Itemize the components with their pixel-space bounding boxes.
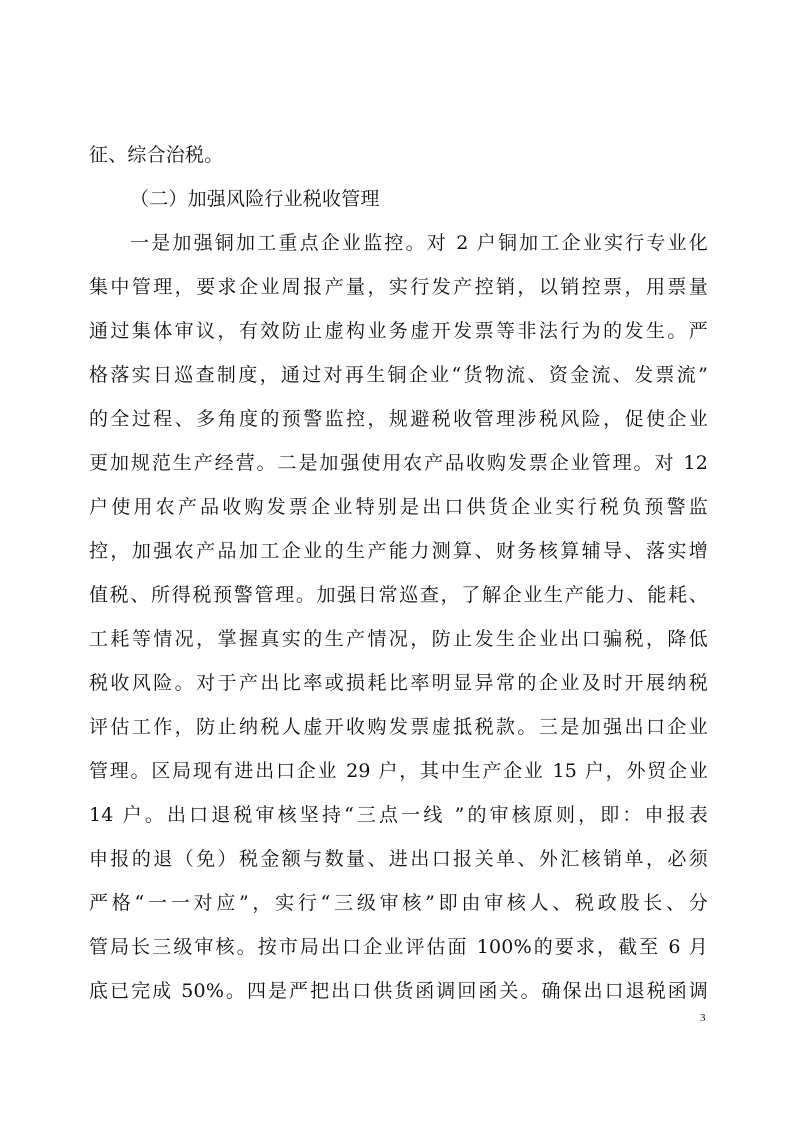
- page-number: 3: [700, 1012, 706, 1024]
- paragraph-line-13: 评估工作，防止纳税人虚开收购发票虚抵税款。三是加强出口企业: [89, 716, 708, 738]
- paragraph-line-14: 管理。区局现有进出口企业 29 户，其中生产企业 15 户，外贸企业: [89, 760, 708, 782]
- paragraph-line-3: 集中管理，要求企业周报产量，实行发产控销，以销控票，用票量: [89, 276, 708, 298]
- paragraph-line-2: 一是加强铜加工重点企业监控。对 2 户铜加工企业实行专业化: [130, 232, 708, 254]
- paragraph-line-16: 申报的退（免）税金额与数量、进出口报关单、外汇核销单，必须: [89, 848, 708, 870]
- paragraph-line-18: 管局长三级审核。按市局出口企业评估面 100%的要求，截至 6 月: [89, 936, 708, 958]
- section-heading: （二）加强风险行业税收管理: [130, 188, 380, 210]
- paragraph-line-17: 严格“一一对应”，实行“三级审核”即由审核人、税政股长、分: [89, 892, 708, 914]
- paragraph-line-4: 通过集体审议，有效防止虚构业务虚开发票等非法行为的发生。严: [89, 320, 708, 342]
- paragraph-line-9: 控，加强农产品加工企业的生产能力测算、财务核算辅导、落实增: [89, 540, 708, 562]
- paragraph-line-10: 值税、所得税预警管理。加强日常巡查，了解企业生产能力、能耗、: [89, 584, 708, 606]
- paragraph-line-8: 户使用农产品收购发票企业特别是出口供货企业实行税负预警监: [89, 496, 708, 518]
- paragraph-line-15: 14 户。出口退税审核坚持“三点一线 ”的审核原则，即：申报表: [89, 804, 708, 826]
- paragraph-line-5: 格落实日巡查制度，通过对再生铜企业“货物流、资金流、发票流”: [89, 364, 708, 386]
- paragraph-line-11: 工耗等情况，掌握真实的生产情况，防止发生企业出口骗税，降低: [89, 628, 708, 650]
- paragraph-line-6: 的全过程、多角度的预警监控，规避税收管理涉税风险，促使企业: [89, 408, 708, 430]
- paragraph-line-7: 更加规范生产经营。二是加强使用农产品收购发票企业管理。对 12: [89, 452, 708, 474]
- paragraph-line-1: 征、综合治税。: [89, 144, 224, 166]
- paragraph-line-19: 底已完成 50%。四是严把出口供货函调回函关。确保出口退税函调: [89, 980, 708, 1002]
- paragraph-line-12: 税收风险。对于产出比率或损耗比率明显异常的企业及时开展纳税: [89, 672, 708, 694]
